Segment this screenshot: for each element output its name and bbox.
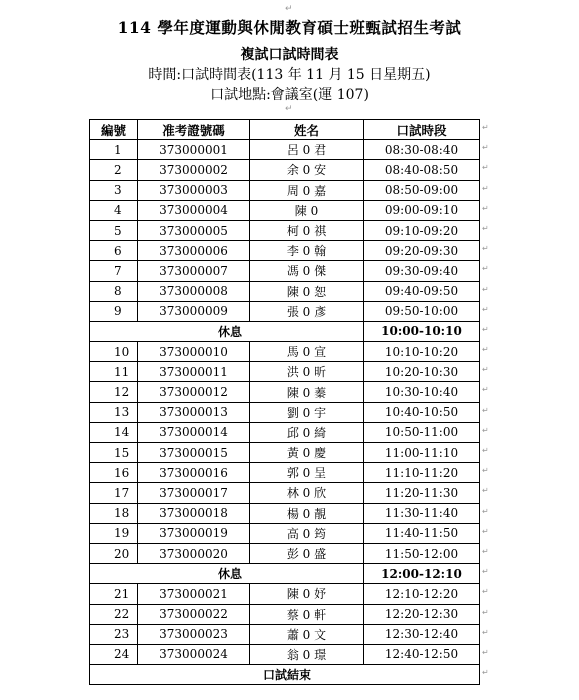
exam-id: 373000010 [138,342,250,362]
time-slot: 09:40-09:50 [364,281,480,301]
time-slot: 08:40-08:50 [364,160,480,180]
student-name: 彭 0 盛 [250,543,364,563]
table-row [90,422,480,442]
paragraph-mark: ↵ [285,4,293,14]
exam-id: 373000014 [138,422,250,442]
table-row [90,443,480,463]
table-row [90,382,480,402]
exam-id: 373000019 [138,523,250,543]
exam-id: 373000004 [138,200,250,220]
time-slot: 11:10-11:20 [364,463,480,483]
row-end-mark: ↵ [482,446,489,455]
exam-id: 373000024 [138,644,250,664]
row-number: 4 [90,200,138,220]
table-row [90,200,480,220]
table-row [90,241,480,261]
exam-id: 373000011 [138,362,250,382]
student-name: 蔡 0 軒 [250,604,364,624]
break-label: 休息 [90,321,364,341]
row-end-mark: ↵ [482,184,489,193]
document-title: 114 學年度運動與休閒教育碩士班甄試招生考試 [117,18,462,37]
row-end-mark: ↵ [482,285,489,294]
row-end-mark: ↵ [482,486,489,495]
exam-id: 373000006 [138,241,250,261]
table-row [90,362,480,382]
student-name: 陳 0 [250,200,364,220]
table-row [90,342,480,362]
table-header-row [90,120,480,140]
time-slot: 12:30-12:40 [364,624,480,644]
time-slot: 12:10-12:20 [364,584,480,604]
time-slot: 12:40-12:50 [364,644,480,664]
exam-id: 373000013 [138,402,250,422]
row-number: 1 [90,140,138,160]
time-slot: 11:50-12:00 [364,543,480,563]
exam-id: 373000009 [138,301,250,321]
time-slot: 10:30-10:40 [364,382,480,402]
row-number: 17 [90,483,138,503]
row-end-mark: ↵ [482,244,489,253]
exam-id: 373000022 [138,604,250,624]
time-slot: 11:30-11:40 [364,503,480,523]
row-number: 5 [90,220,138,240]
table-row [90,180,480,200]
exam-location-line: 口試地點:會議室(運 107) [210,87,369,103]
row-number: 19 [90,523,138,543]
row-end-mark: ↵ [482,406,489,415]
row-number: 13 [90,402,138,422]
row-number: 14 [90,422,138,442]
table-row [90,220,480,240]
exam-id: 373000003 [138,180,250,200]
row-number: 7 [90,261,138,281]
student-name: 周 0 嘉 [250,180,364,200]
table-row [90,281,480,301]
time-slot: 09:00-09:10 [364,200,480,220]
exam-id: 373000017 [138,483,250,503]
row-end-mark: ↵ [482,466,489,475]
time-slot: 11:40-11:50 [364,523,480,543]
row-number: 6 [90,241,138,261]
break-time: 10:00-10:10 [364,321,480,341]
student-name: 蕭 0 文 [250,624,364,644]
table-row [90,503,480,523]
student-name: 黃 0 慶 [250,443,364,463]
exam-id: 373000016 [138,463,250,483]
row-end-mark: ↵ [482,608,489,617]
table-row [90,604,480,624]
row-number: 15 [90,443,138,463]
exam-id: 373000008 [138,281,250,301]
exam-id: 373000002 [138,160,250,180]
time-slot: 09:10-09:20 [364,220,480,240]
table-row [90,160,480,180]
row-number: 3 [90,180,138,200]
exam-id: 373000007 [138,261,250,281]
break-row [90,321,480,341]
table-row [90,301,480,321]
row-end-mark: ↵ [482,587,489,596]
exam-id: 373000020 [138,543,250,563]
time-slot: 09:20-09:30 [364,241,480,261]
time-slot: 10:40-10:50 [364,402,480,422]
student-name: 翁 0 璟 [250,644,364,664]
row-end-mark: ↵ [482,305,489,314]
row-number: 11 [90,362,138,382]
break-time: 12:00-12:10 [364,564,480,584]
row-end-mark: ↵ [482,365,489,374]
time-slot: 08:30-08:40 [364,140,480,160]
row-end-mark: ↵ [482,507,489,516]
row-end-mark: ↵ [482,143,489,152]
table-row [90,523,480,543]
student-name: 余 0 安 [250,160,364,180]
row-number: 8 [90,281,138,301]
student-name: 劉 0 宇 [250,402,364,422]
row-number: 20 [90,543,138,563]
row-number: 23 [90,624,138,644]
student-name: 楊 0 靚 [250,503,364,523]
student-name: 馬 0 宣 [250,342,364,362]
exam-id: 373000023 [138,624,250,644]
end-label: 口試結束 [90,665,480,685]
exam-id: 373000021 [138,584,250,604]
header-name: 姓名 [250,120,364,140]
exam-id: 373000001 [138,140,250,160]
table-row [90,584,480,604]
header-number: 編號 [90,120,138,140]
time-slot: 11:00-11:10 [364,443,480,463]
table-row [90,463,480,483]
table-row [90,261,480,281]
document-subtitle: 複試口試時間表 [240,47,339,63]
row-end-mark: ↵ [482,123,489,132]
row-number: 12 [90,382,138,402]
row-end-mark: ↵ [482,648,489,657]
row-end-mark: ↵ [482,224,489,233]
row-end-mark: ↵ [482,527,489,536]
header-exam-id: 准考證號碼 [138,120,250,140]
row-end-mark: ↵ [482,385,489,394]
student-name: 林 0 欣 [250,483,364,503]
row-end-mark: ↵ [482,567,489,576]
time-slot: 10:10-10:20 [364,342,480,362]
table-row [90,644,480,664]
row-end-mark: ↵ [482,163,489,172]
student-name: 李 0 翰 [250,241,364,261]
time-slot: 11:20-11:30 [364,483,480,503]
time-slot: 08:50-09:00 [364,180,480,200]
row-end-mark: ↵ [482,547,489,556]
exam-id: 373000015 [138,443,250,463]
student-name: 高 0 筠 [250,523,364,543]
student-name: 呂 0 君 [250,140,364,160]
time-slot: 10:20-10:30 [364,362,480,382]
student-name: 洪 0 昕 [250,362,364,382]
row-end-mark: ↵ [482,628,489,637]
table-row [90,624,480,644]
row-number: 22 [90,604,138,624]
row-number: 2 [90,160,138,180]
table-row [90,140,480,160]
exam-id: 373000012 [138,382,250,402]
interview-schedule-table [89,119,480,685]
exam-id: 373000005 [138,220,250,240]
student-name: 馮 0 傑 [250,261,364,281]
table-row [90,543,480,563]
exam-time-line: 時間:口試時間表(113 年 11 月 15 日星期五) [148,67,431,83]
time-slot: 09:50-10:00 [364,301,480,321]
student-name: 邱 0 綺 [250,422,364,442]
paragraph-mark: ↵ [285,104,293,114]
table-row [90,483,480,503]
break-label: 休息 [90,564,364,584]
row-end-mark: ↵ [482,668,489,677]
student-name: 陳 0 恕 [250,281,364,301]
row-end-mark: ↵ [482,426,489,435]
break-row [90,564,480,584]
row-number: 18 [90,503,138,523]
row-number: 10 [90,342,138,362]
time-slot: 10:50-11:00 [364,422,480,442]
row-end-mark: ↵ [482,264,489,273]
time-slot: 12:20-12:30 [364,604,480,624]
row-number: 24 [90,644,138,664]
student-name: 郭 0 呈 [250,463,364,483]
row-end-mark: ↵ [482,204,489,213]
time-slot: 09:30-09:40 [364,261,480,281]
student-name: 陳 0 妤 [250,584,364,604]
table-body [90,140,480,685]
student-name: 陳 0 蓁 [250,382,364,402]
row-number: 21 [90,584,138,604]
end-row [90,665,480,685]
row-number: 9 [90,301,138,321]
row-number: 16 [90,463,138,483]
student-name: 柯 0 祺 [250,220,364,240]
table-row [90,402,480,422]
header-time-slot: 口試時段 [364,120,480,140]
exam-id: 373000018 [138,503,250,523]
row-end-mark: ↵ [482,345,489,354]
row-end-mark: ↵ [482,325,489,334]
student-name: 張 0 彥 [250,301,364,321]
